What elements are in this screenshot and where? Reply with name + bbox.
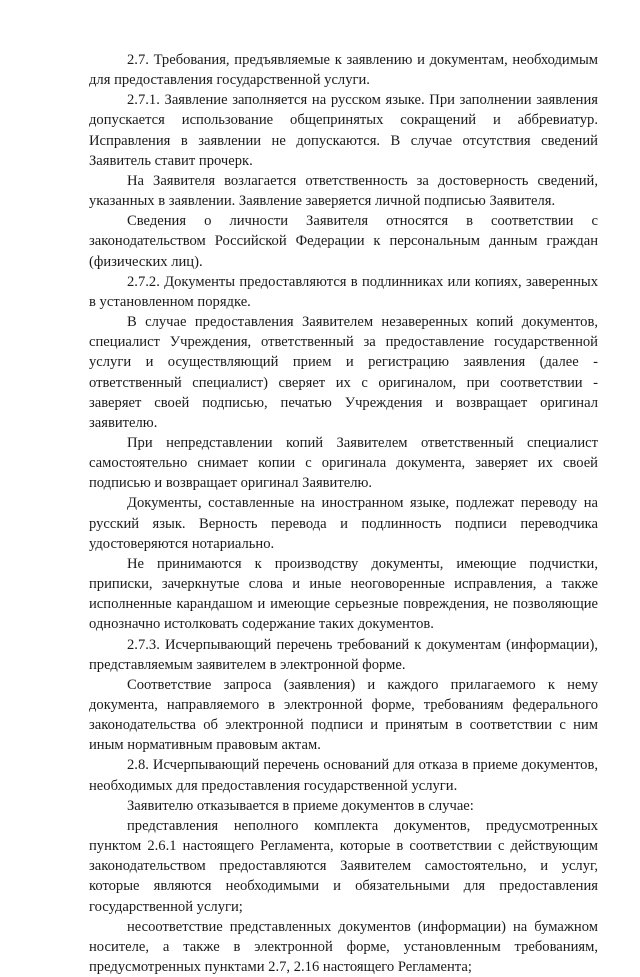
- paragraph-refusal-intro: Заявителю отказывается в приеме документов в случае:: [127, 797, 474, 814]
- paragraph-electronic-compliance: Соответствие запроса (заявления) и каждого прилагаемого к нему документа, направляемого в электронной форме, требованиям федерального законодательства об электронной подписи и принятым в соответствии с ним иным нормативным правовым актам.: [89, 676, 598, 754]
- paragraph-2-8-heading: 2.8. Исчерпывающий перечень оснований для отказа в приеме документов, необходимых для предоставления государственной услуги.: [89, 757, 598, 794]
- paragraph-foreign-language: Документы, составленные на иностранном языке, подлежат переводу на русский язык. Верность перевода и подлинность подписи переводчика удостоверяются нотариально.: [89, 495, 598, 552]
- paragraph-2-7-1: 2.7.1. Заявление заполняется на русском языке. При заполнении заявления допускается использование общепринятых сокращений и аббревиатур. Исправления в заявлении не допускаются. В случае отсутствия сведений Заявитель ставит прочерк.: [89, 92, 598, 169]
- paragraph-personal-data: Сведения о личности Заявителя относятся в соответствии с законодательством Российской Федерации к персональным данным граждан (физических лиц).: [89, 213, 598, 270]
- paragraph-not-accepted: Не принимаются к производству документы, имеющие подчистки, приписки, зачеркнутые слова и иные неоговоренные исправления, а также исполненные карандашом и имеющие серьезные повреждения, не позволяющие однозначно истолковать содержание таких документов.: [89, 555, 598, 633]
- paragraph-applicant-responsibility: На Заявителя возлагается ответственность за достоверность сведений, указанных в заявлении. Заявление заверяется личной подписью Заявителя.: [89, 172, 598, 210]
- paragraph-uncertified-copies: В случае предоставления Заявителем незаверенных копий документов, специалист Учреждения, ответственный за предоставление государственной услуги и осуществляющий прием и регистрацию заявления (далее - ответственный специалист) сверяет их с оригиналом, при соответствии - заверяет своей подписью, печатью Учреждения и возвращает оригинал заявителю.: [89, 314, 598, 431]
- paragraph-non-compliance: несоответствие представленных документов (информации) на бумажном носителе, а также в электронной форме, установленным требованиям, предусмотренных пунктами 2.7, 2.16 настоящего Регламента;: [89, 918, 598, 976]
- paragraph-2-7-heading: 2.7. Требования, предъявляемые к заявлению и документам, необходимым для предоставления государственной услуги.: [89, 52, 598, 89]
- paragraph-copies-not-provided: При непредставлении копий Заявителем ответственный специалист самостоятельно снимает копии с оригинала документа, заверяет их своей подписью и возвращает оригинал Заявителю.: [89, 434, 598, 492]
- paragraph-2-7-3: 2.7.3. Исчерпывающий перечень требований к документам (информации), представляемым заявителем в электронной форме.: [89, 636, 598, 673]
- paragraph-2-7-2: 2.7.2. Документы предоставляются в подлинниках или копиях, заверенных в установленном порядке.: [89, 273, 598, 310]
- paragraph-incomplete-set: представления неполного комплекта документов, предусмотренных пунктом 2.6.1 настоящего Регламента, которые в соответствии с действующим законодательством предоставляются Заявителем самостоятельно, и услуг, которые являются необходимыми и обязательными для предоставления государственной услуги;: [89, 817, 598, 915]
